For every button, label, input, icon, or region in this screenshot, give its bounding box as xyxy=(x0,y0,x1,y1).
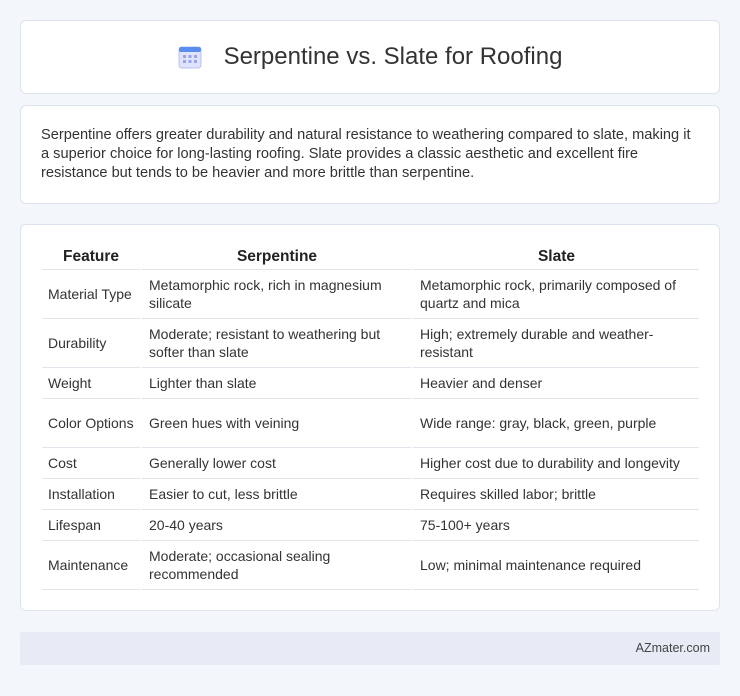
table-header-row xyxy=(42,245,699,270)
slate-cell: 75-100+ years xyxy=(411,510,699,541)
title-card xyxy=(20,20,720,94)
serpentine-cell: Metamorphic rock, rich in magnesium silicate xyxy=(140,270,411,319)
feature-cell: Color Options xyxy=(42,399,140,448)
table-row xyxy=(42,541,699,590)
table-row xyxy=(42,510,699,541)
feature-cell: Installation xyxy=(42,479,140,510)
feature-cell: Weight xyxy=(42,368,140,399)
feature-cell: Cost xyxy=(42,448,140,479)
serpentine-cell: 20-40 years xyxy=(140,510,411,541)
calendar-icon xyxy=(178,45,202,69)
table-row xyxy=(42,448,699,479)
slate-cell: Higher cost due to durability and longevity xyxy=(411,448,699,479)
header-slate: Slate xyxy=(411,245,699,270)
header-serpentine: Serpentine xyxy=(140,245,411,270)
slate-cell: Requires skilled labor; brittle xyxy=(411,479,699,510)
page-title: Serpentine vs. Slate for Roofing xyxy=(223,43,563,70)
feature-cell: Material Type xyxy=(42,270,140,319)
feature-cell: Durability xyxy=(42,319,140,368)
table-row xyxy=(42,270,699,319)
comparison-table xyxy=(42,245,699,590)
serpentine-cell: Moderate; resistant to weathering but softer than slate xyxy=(140,319,411,368)
feature-cell: Lifespan xyxy=(42,510,140,541)
header-feature: Feature xyxy=(42,245,140,270)
serpentine-cell: Green hues with veining xyxy=(140,399,411,448)
slate-cell: Metamorphic rock, primarily composed of quartz and mica xyxy=(411,270,699,319)
slate-cell: Heavier and denser xyxy=(411,368,699,399)
table-row xyxy=(42,319,699,368)
table-row xyxy=(42,479,699,510)
footer-site-link[interactable]: AZmater.com xyxy=(635,641,710,655)
serpentine-cell: Generally lower cost xyxy=(140,448,411,479)
table-row xyxy=(42,399,699,448)
summary-card xyxy=(20,105,720,204)
table-row xyxy=(42,368,699,399)
footer-bar xyxy=(20,632,720,665)
slate-cell: Low; minimal maintenance required xyxy=(411,541,699,590)
serpentine-cell: Moderate; occasional sealing recommended xyxy=(140,541,411,590)
summary-text: Serpentine offers greater durability and natural resistance to weathering compared to slate, making it a superior choice for long-lasting roofing. Slate provides a classic aesthetic and excellent fire resistance but tends to be heavier and more brittle than serpentine. xyxy=(41,127,691,181)
slate-cell: Wide range: gray, black, green, purple xyxy=(411,399,699,448)
serpentine-cell: Easier to cut, less brittle xyxy=(140,479,411,510)
comparison-table-card xyxy=(20,224,720,611)
slate-cell: High; extremely durable and weather-resistant xyxy=(411,319,699,368)
feature-cell: Maintenance xyxy=(42,541,140,590)
serpentine-cell: Lighter than slate xyxy=(140,368,411,399)
